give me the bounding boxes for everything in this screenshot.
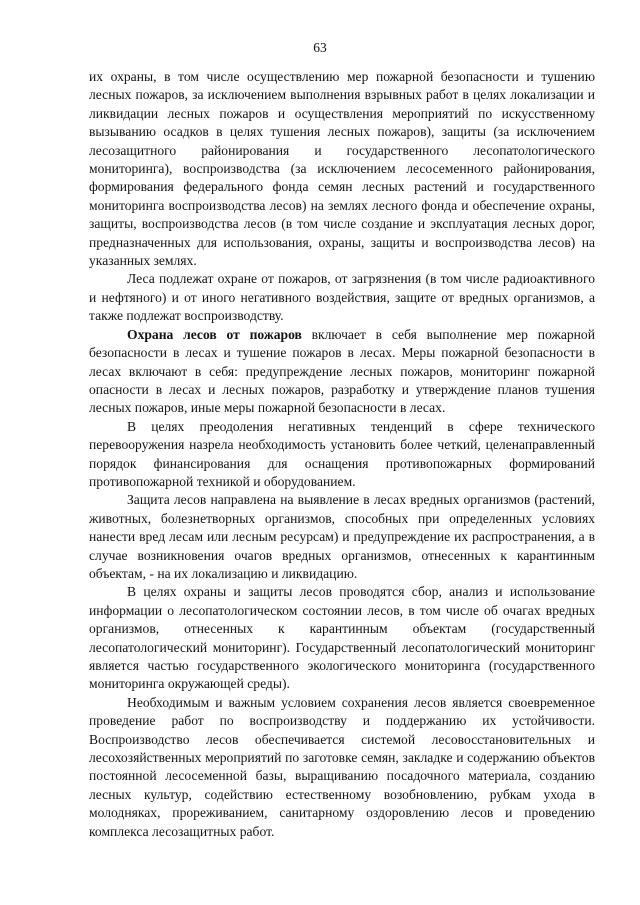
fire-protection-text: включает в себя выполнение мер пожарной безопасности в лесах и тушение пожаров в лесах. Меры пожарной безопасности в лесах включают в себя: предупреждение лесных пожаров, мониторинг пожарной опасности в лесах и лесных пожаров, разработку и утверждение планов тушения лесных пожаров, иные меры пожарной безопасности в лесах. (89, 326, 596, 416)
paragraph-forest-pathology-monitoring: В целях охраны и защиты лесов проводятся сбор, анализ и использование информации о лесопатологическом состоянии лесов, в том числе об очагах вредных организмов, отнесенных к карантинным объектам (государственный лесопатологический мониторинг). Государственный лесопатологический мониторинг является частью государственного экологического мониторинга (государственного мониторинга окружающей среды). (89, 584, 595, 692)
page-number: 63 (313, 40, 327, 55)
paragraph-forest-reproduction: Необходимым и важным условием сохранения лесов является своевременное проведение работ по воспроизводству и поддержанию их устойчивости. Воспроизводство лесов обеспечивается системой лесовосстановительных и лесохозяйственных мероприятий по заготовке семян, закладке и содержанию объектов постоянной лесосеменной базы, выращиванию посадочного материала, созданию лесных культур, содействию естественному возобновлению, рубкам ухода в молодняках, прореживанием, санитарному оздоровлению лесов и проведению комплекса лесозащитных работ. (89, 694, 595, 839)
paragraph-forest-protection-obligations: Леса подлежат охране от пожаров, от загрязнения (в том числе радиоактивного и нефтяного) и от иного негативного воздействия, защите от вредных организмов, а также подлежат воспроизводству. (89, 271, 595, 324)
paragraph-technical-reequipment: В целях преодоления негативных тенденций в сфере технического перевооружения назрела необходимость установить более четкий, целенаправленный порядок финансирования для оснащения противопожарных формирований противопожарной техникой и оборудованием. (89, 418, 595, 489)
document-body (89, 68, 595, 841)
paragraph-forest-defense: Защита лесов направлена на выявление в лесах вредных организмов (растений, животных, болезнетворных организмов, способных при определенных условиях нанести вред лесам или лесным ресурсам) и предупреждение их распространения, а в случае возникновения очагов вредных организмов, отнесенных к карантинным объектам, - на их локализацию и ликвидацию. (89, 492, 595, 581)
fire-protection-heading: Охрана лесов от пожаров (127, 326, 302, 342)
paragraph-continuation: их охраны, в том числе осуществлению мер пожарной безопасности и тушению лесных пожаров, за исключением выполнения взрывных работ в целях локализации и ликвидации лесных пожаров и осуществления мероприятий по искусственному вызыванию осадков в целях тушения лесных пожаров), защиты (за исключением лесозащитного районирования и государственного лесопатологического мониторинга), воспроизводства (за исключением лесосеменного районирования, формирования федерального фонда семян лесных растений и государственного мониторинга воспроизводства лесов) на землях лесного фонда и обеспечение охраны, защиты, воспроизводства лесов (в том числе создание и эксплуатация лесных дорог, предназначенных для использования, охраны, защиты и воспроизводства лесов) на указанных землях. (89, 69, 595, 269)
paragraph-fire-protection (89, 326, 595, 418)
